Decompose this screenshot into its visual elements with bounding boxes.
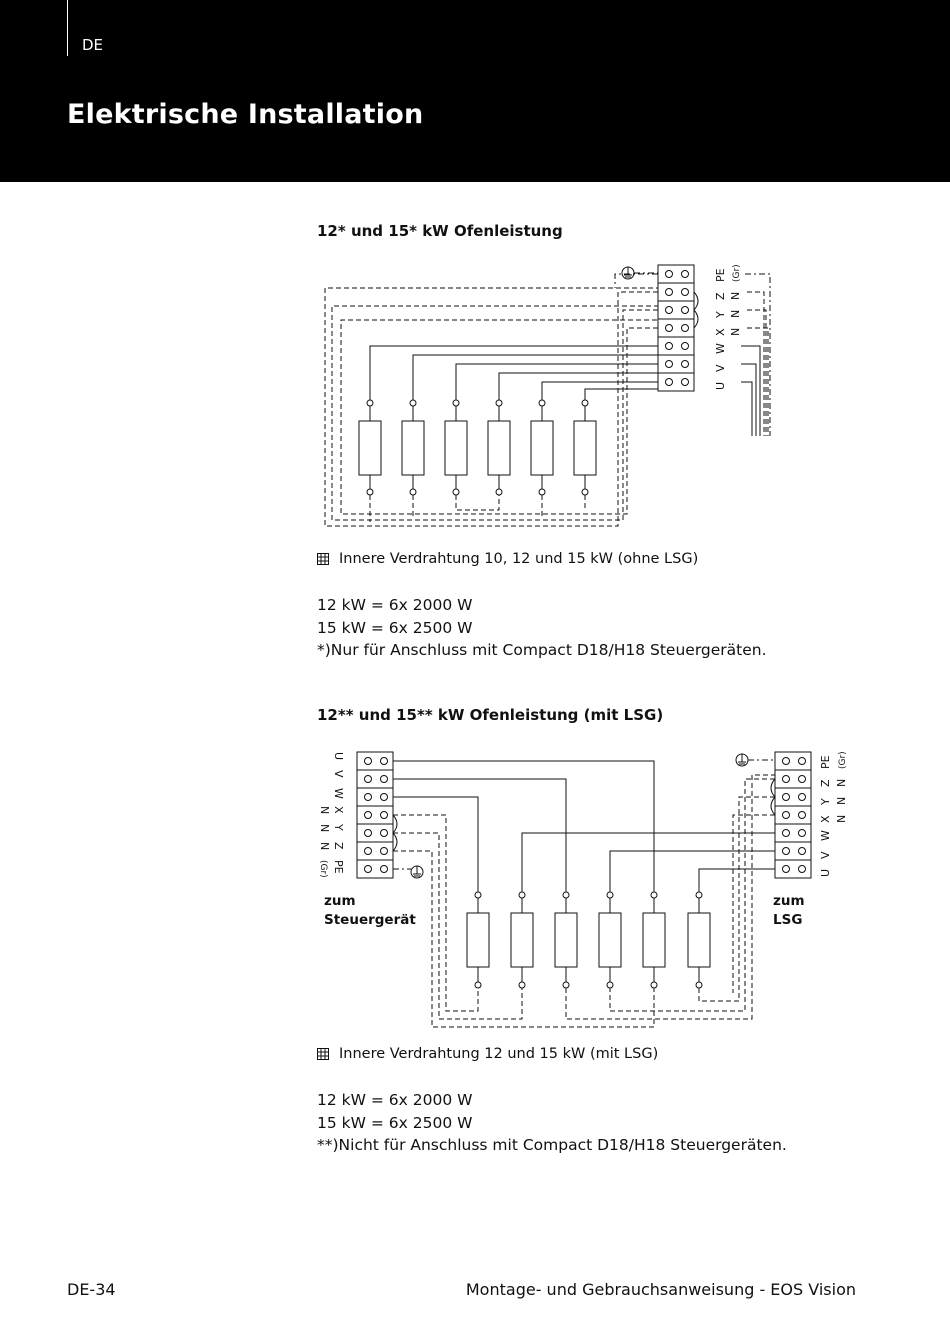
notes-1 [317,594,767,662]
caption-2-text: Innere Verdrahtung 12 und 15 kW (mit LSG) [339,1046,659,1062]
svg-text:U: U [332,752,345,761]
svg-text:N: N [835,778,848,787]
caption-1 [317,551,698,567]
svg-text:PE: PE [332,860,345,874]
svg-text:N: N [835,814,848,823]
note-line: 12 kW = 6x 2000 W [317,596,473,614]
grid-icon [317,1048,329,1060]
svg-text:U: U [819,868,832,877]
svg-text:N: N [318,806,331,815]
header-divider [67,0,68,56]
page-header [0,0,950,182]
terminal-block-left [357,752,393,878]
label-zum-steuergeraet [324,892,416,930]
svg-text:N: N [318,842,331,851]
heater-elements-1 [359,421,596,475]
document-title: Montage- und Gebrauchsanweisung - EOS Vision [465,1280,856,1299]
earth-symbol-right-icon [736,754,748,766]
earth-symbol-icon [622,267,634,279]
label-line: zum [773,893,805,909]
wiring-diagram-2 [315,745,855,1035]
svg-text:V: V [332,770,345,778]
svg-text:N: N [318,824,331,833]
notes-2 [317,1089,787,1157]
label-line: LSG [773,912,803,928]
svg-text:Y: Y [714,311,727,318]
page-number: DE-34 [67,1280,116,1299]
svg-text:V: V [819,851,832,859]
svg-text:Z: Z [819,779,832,787]
page-title: Elektrische Installation [67,99,424,130]
svg-text:N: N [729,309,742,318]
section1-title: 12* und 15* kW Ofenleistung [317,222,563,240]
svg-text:(Gr): (Gr) [732,264,742,282]
svg-text:Z: Z [714,292,727,300]
svg-text:X: X [819,815,832,823]
svg-text:X: X [714,328,727,336]
svg-text:N: N [729,291,742,300]
note-line: *)Nur für Anschluss mit Compact D18/H18 Steuergeräten. [317,641,767,659]
svg-text:N: N [729,327,742,336]
svg-text:X: X [332,806,345,814]
svg-text:(Gr): (Gr) [318,860,328,878]
label-zum-lsg [773,892,805,930]
language-tag: DE [82,36,104,54]
grid-icon [317,553,329,565]
label-line: zum [324,893,356,909]
earth-symbol-left-icon [411,866,423,878]
terminal-block-1 [658,265,694,391]
svg-text:PE: PE [714,268,727,282]
svg-text:Y: Y [819,798,832,805]
note-line: 15 kW = 6x 2500 W [317,618,473,637]
svg-text:W: W [332,788,345,799]
svg-text:(Gr): (Gr) [838,751,848,769]
terminal-block-right [775,752,811,878]
svg-text:W: W [819,830,832,841]
caption-2 [317,1046,658,1062]
svg-text:U: U [714,381,727,390]
svg-text:Z: Z [332,842,345,850]
caption-1-text: Innere Verdrahtung 10, 12 und 15 kW (ohne LSG) [339,551,699,567]
svg-text:V: V [714,364,727,372]
svg-text:W: W [714,343,727,354]
section2-title: 12** und 15** kW Ofenleistung (mit LSG) [317,706,664,724]
wiring-diagram-1 [315,258,785,543]
svg-text:Y: Y [332,824,345,831]
svg-text:PE: PE [819,755,832,769]
svg-text:N: N [835,796,848,805]
note-line: 15 kW = 6x 2500 W [317,1113,473,1132]
note-line: 12 kW = 6x 2000 W [317,1091,473,1109]
note-line: **)Nicht für Anschluss mit Compact D18/H18 Steuergeräten. [317,1136,787,1154]
heater-elements-2 [467,913,710,967]
label-line: Steuergerät [324,912,416,928]
